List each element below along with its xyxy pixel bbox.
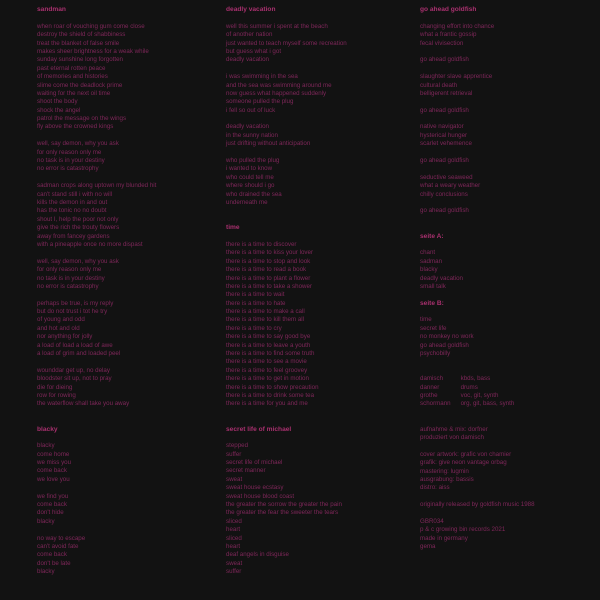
text-line: there is a time to wait (226, 291, 285, 299)
credit-name: schormann (420, 400, 451, 408)
text-line: hysterical hunger (420, 131, 468, 139)
credit-role: kbds, bass (460, 375, 491, 383)
text-line: sliced (226, 534, 242, 542)
stanza-break (226, 149, 406, 157)
text-line: there is a time to hate (226, 299, 286, 307)
text-line: waiting for the next oil time (37, 89, 111, 97)
text-line: don't hide (37, 509, 64, 517)
text-line: there is a time to get in motion (226, 375, 309, 383)
text-line: sadman (420, 257, 443, 265)
text-line: the greater the sorrow the greater the pain (226, 501, 342, 509)
stanza-break (226, 65, 406, 73)
text-line: no task is in your destiny (37, 157, 105, 165)
text-line: away from fancey gardens (37, 232, 110, 240)
text-line: come home (37, 450, 70, 458)
text-line: we find you (37, 492, 69, 500)
text-line: distro: aiss (420, 484, 450, 492)
text-line: there is a time to say good bye (226, 333, 311, 341)
credit-row (420, 384, 524, 392)
text-line: past eternal rotten peace (37, 64, 106, 72)
text-line: a load of grim and loaded peel (37, 350, 121, 358)
text-line: there is a time to find some truth (226, 350, 315, 358)
song-title-secret-life: secret life of michael (226, 425, 292, 433)
stanza-break (420, 510, 590, 518)
text-line: go ahead goldfish (420, 106, 469, 114)
text-line: there is a time to cry (226, 324, 282, 332)
text-line: of another nation (226, 31, 273, 39)
credit-name: damisch (420, 375, 444, 383)
column-right (420, 6, 590, 551)
text-line: can't avoid fate (37, 543, 79, 550)
text-line: well this summer i spent at the beach (226, 22, 328, 30)
text-line: there is a time to drink some tea (226, 391, 315, 399)
text-line: suffer (226, 450, 242, 458)
stanza-break (420, 48, 590, 56)
text-line: go ahead goldfish (420, 157, 469, 165)
stanza-break (420, 442, 590, 450)
stanza-break (226, 115, 406, 123)
text-line: sweat house blood coast (226, 492, 295, 500)
stanza-break (37, 174, 217, 182)
text-line: underneath me (226, 198, 268, 206)
lyrics-blacky (37, 442, 217, 576)
tracklist-side-b (420, 316, 590, 358)
text-line: there is a time for you and me (226, 400, 308, 408)
credit-name: grothe (420, 392, 438, 399)
text-line: where should i go (226, 182, 275, 190)
text-line: now guess what happened suddenly (226, 89, 327, 97)
text-line: we miss you (37, 459, 72, 467)
text-line: row for rowing (37, 391, 76, 399)
text-line: psychobilly (420, 350, 451, 358)
text-line: treat the blanket of false smile (37, 39, 120, 47)
credit-role: org, git, bass, synth (460, 400, 515, 408)
text-line: blacky (37, 517, 55, 525)
text-line: what a frantic gossip (420, 31, 477, 39)
lyrics-secret-life (226, 442, 406, 576)
credit-row (420, 392, 524, 400)
text-line: there is a time to plant a flower (226, 274, 311, 282)
text-line: stepped (226, 442, 249, 450)
text-line: just drifting without anticipation (226, 140, 311, 148)
text-line: who drained the sea (226, 190, 282, 198)
text-line: no way to escape (37, 534, 86, 542)
text-line: secret life (420, 324, 447, 332)
text-line: there is a time to discover (226, 240, 297, 248)
text-line: there is a time to see a movie (226, 358, 307, 366)
tracklist-side-a (420, 249, 590, 291)
text-line: secret manner (226, 467, 266, 475)
text-line: mastering: lugmin (420, 467, 469, 475)
lyrics-time (226, 241, 406, 409)
stanza-break (37, 358, 217, 366)
text-line: sadman crops along uptown my blunded hit (37, 182, 157, 190)
text-line: heart (226, 543, 241, 550)
text-line: secret life of michael (226, 459, 283, 467)
text-line: blacky (37, 442, 55, 450)
text-line: deadly vacation (226, 56, 269, 64)
column-left (37, 6, 217, 577)
text-line: there is a time to feel groovey (226, 366, 308, 374)
text-line: there is a time to kiss your lover (226, 249, 313, 257)
text-line: for only reason only me (37, 266, 102, 274)
stanza-break (420, 65, 590, 73)
text-line: there is a time to show precaution (226, 383, 319, 391)
lyrics-go-ahead-goldfish (420, 23, 590, 216)
text-line: grafik: give neon vantage orbag (420, 459, 507, 467)
text-line: just wanted to teach myself some recreation (226, 39, 347, 47)
text-line: kills the demon in and out (37, 198, 108, 206)
stanza-break (37, 291, 217, 299)
text-line: produziert von damisch (420, 433, 484, 441)
text-line: sunday sunshine long forgotten (37, 56, 123, 64)
text-line: bloodster sit up, not to pray (37, 375, 112, 383)
credit-role: drums (460, 383, 478, 391)
text-line: no task is in your destiny (37, 274, 105, 282)
text-line: what a weary weather (420, 182, 481, 190)
text-line: shout I, help the poor not only (37, 215, 119, 223)
band-credits (420, 375, 524, 409)
text-line: seductive seaweed (420, 173, 473, 181)
production-info (420, 426, 590, 552)
stanza-break (37, 526, 217, 534)
text-line: makes sheer brightness for a weak while (37, 47, 149, 55)
text-line: we love you (37, 475, 70, 483)
text-line: die for dieing (37, 383, 73, 391)
text-line: of young and odd (37, 316, 85, 324)
stanza-break (420, 199, 590, 207)
text-line: shock the angel (37, 106, 81, 114)
text-line: the greater the fear the sweeter the tears (226, 509, 339, 517)
text-line: for only reason only me (37, 148, 102, 156)
stanza-break (420, 493, 590, 501)
song-title-blacky: blacky (37, 425, 58, 433)
credit-role: voc, git, synth (460, 392, 499, 399)
text-line: time (420, 316, 432, 324)
text-line: i wanted to know (226, 165, 273, 173)
text-line: deadly vacation (420, 274, 463, 282)
text-line: chant (420, 249, 436, 257)
text-line: there is a time to kill them all (226, 316, 305, 324)
text-line: and the sea was swimming around me (226, 81, 332, 89)
text-line: well, say demon, why you ask (37, 140, 119, 148)
text-line: p & c growing bin records 2021 (420, 526, 506, 534)
text-line: i was swimming in the sea (226, 73, 298, 81)
text-line: blacky (420, 266, 438, 274)
text-line: go ahead goldfish (420, 56, 469, 64)
text-line: the waterflow shall take you away (37, 400, 130, 408)
text-line: but guess what i got (226, 47, 282, 55)
text-line: well, say demon, why you ask (37, 257, 119, 265)
credit-name: danner (420, 383, 440, 391)
text-line: give the rich the trouty flowers (37, 224, 120, 232)
text-line: go ahead goldfish (420, 341, 469, 349)
text-line: someone pulled the plug (226, 98, 294, 106)
text-line: slime come the deadlock prime (37, 81, 123, 89)
text-line: who could tell me (226, 173, 274, 181)
tracklist-side-b-title: seite B: (420, 299, 444, 307)
song-title-go-ahead-goldfish: go ahead goldfish (420, 6, 477, 13)
text-line: there is a time to read a book (226, 266, 307, 274)
text-line: aufnahme & mix: dorfner (420, 425, 488, 433)
text-line: sliced (226, 517, 242, 525)
song-title-deadly-vacation: deadly vacation (226, 6, 276, 13)
text-line: destroy the shield of shabbiness (37, 31, 126, 39)
text-line: made in germany (420, 534, 468, 542)
stanza-break (37, 249, 217, 257)
text-line: sweat (226, 475, 243, 483)
stanza-break (420, 149, 590, 157)
text-line: there is a time to make a call (226, 308, 305, 316)
text-line: cultural death (420, 81, 458, 89)
text-line: no monkey no work (420, 333, 474, 341)
text-line: fecal vivisection (420, 39, 464, 47)
text-line: ausgrabung: bassis (420, 475, 474, 483)
credit-row (420, 375, 524, 383)
stanza-break (420, 98, 590, 106)
text-line: scarlet vehemence (420, 140, 472, 148)
text-line: in the sunny nation (226, 131, 278, 139)
text-line: has the tonic no no doubt (37, 207, 107, 215)
text-line: sweat house ecstasy (226, 484, 284, 492)
song-title-sandman: sandman (37, 6, 66, 13)
text-line: of memories and histories (37, 73, 108, 81)
text-line: deadly vacation (226, 123, 269, 131)
credit-row (420, 400, 524, 408)
text-line: suffer (226, 568, 242, 576)
text-line: deaf angels in disguise (226, 551, 289, 559)
text-line: gema (420, 543, 436, 551)
text-line: there is a time to leave a youth (226, 341, 311, 349)
text-line: come back (37, 467, 67, 475)
text-line: changing effort into chance (420, 22, 495, 30)
text-line: sweat (226, 559, 243, 567)
text-line: go ahead goldfish (420, 207, 469, 215)
text-line: chilly conclusions (420, 190, 468, 198)
lyrics-deadly-vacation (226, 23, 406, 208)
text-line: originally released by goldfish music 1988 (420, 501, 535, 509)
text-line: GBR034 (420, 517, 444, 525)
text-line: when roar of vouching gum come close (37, 22, 145, 30)
text-line: a load of load a load of awe (37, 341, 113, 349)
text-line: wounddar get up, no delay (37, 366, 110, 374)
stanza-break (37, 132, 217, 140)
text-line: no error is catastrophy (37, 282, 99, 290)
tracklist-side-a-title: seite A: (420, 232, 444, 240)
stanza-break (420, 115, 590, 123)
text-line: who pulled the plug (226, 157, 280, 165)
text-line: i fell so out of luck (226, 106, 276, 114)
text-line: come back (37, 551, 67, 559)
text-line: slaughter slave apprentice (420, 73, 493, 81)
text-line: heart (226, 526, 241, 534)
text-line: come back (37, 501, 67, 509)
text-line: native navigator (420, 123, 464, 131)
text-line: can't stand still i with no will (37, 190, 113, 198)
column-middle (226, 6, 406, 577)
text-line: perhaps be true, is my reply (37, 299, 114, 307)
text-line: nor anything for jolly (37, 333, 93, 341)
text-line: shoot the body (37, 98, 78, 106)
song-title-time: time (226, 224, 240, 232)
text-line: but do not trust i tot he try (37, 308, 108, 316)
text-line: belligerent retrieval (420, 89, 473, 97)
stanza-break (420, 165, 590, 173)
text-line: with a pineapple once no more dispast (37, 240, 143, 248)
text-line: and hot and old (37, 324, 80, 332)
text-line: don't be late (37, 559, 71, 567)
text-line: there is a time to take a shower (226, 282, 312, 290)
text-line: fly above the crowned kings (37, 123, 114, 131)
text-line: blacky (37, 568, 55, 576)
text-line: cover artwork: grafic von chamier (420, 450, 512, 458)
text-line: there is a time to stop and look (226, 257, 311, 265)
text-line: small talk (420, 282, 446, 290)
text-line: patrol the message on the wings (37, 115, 127, 123)
lyrics-sandman (37, 23, 217, 409)
text-line: no error is catastrophy (37, 165, 99, 173)
stanza-break (37, 484, 217, 492)
